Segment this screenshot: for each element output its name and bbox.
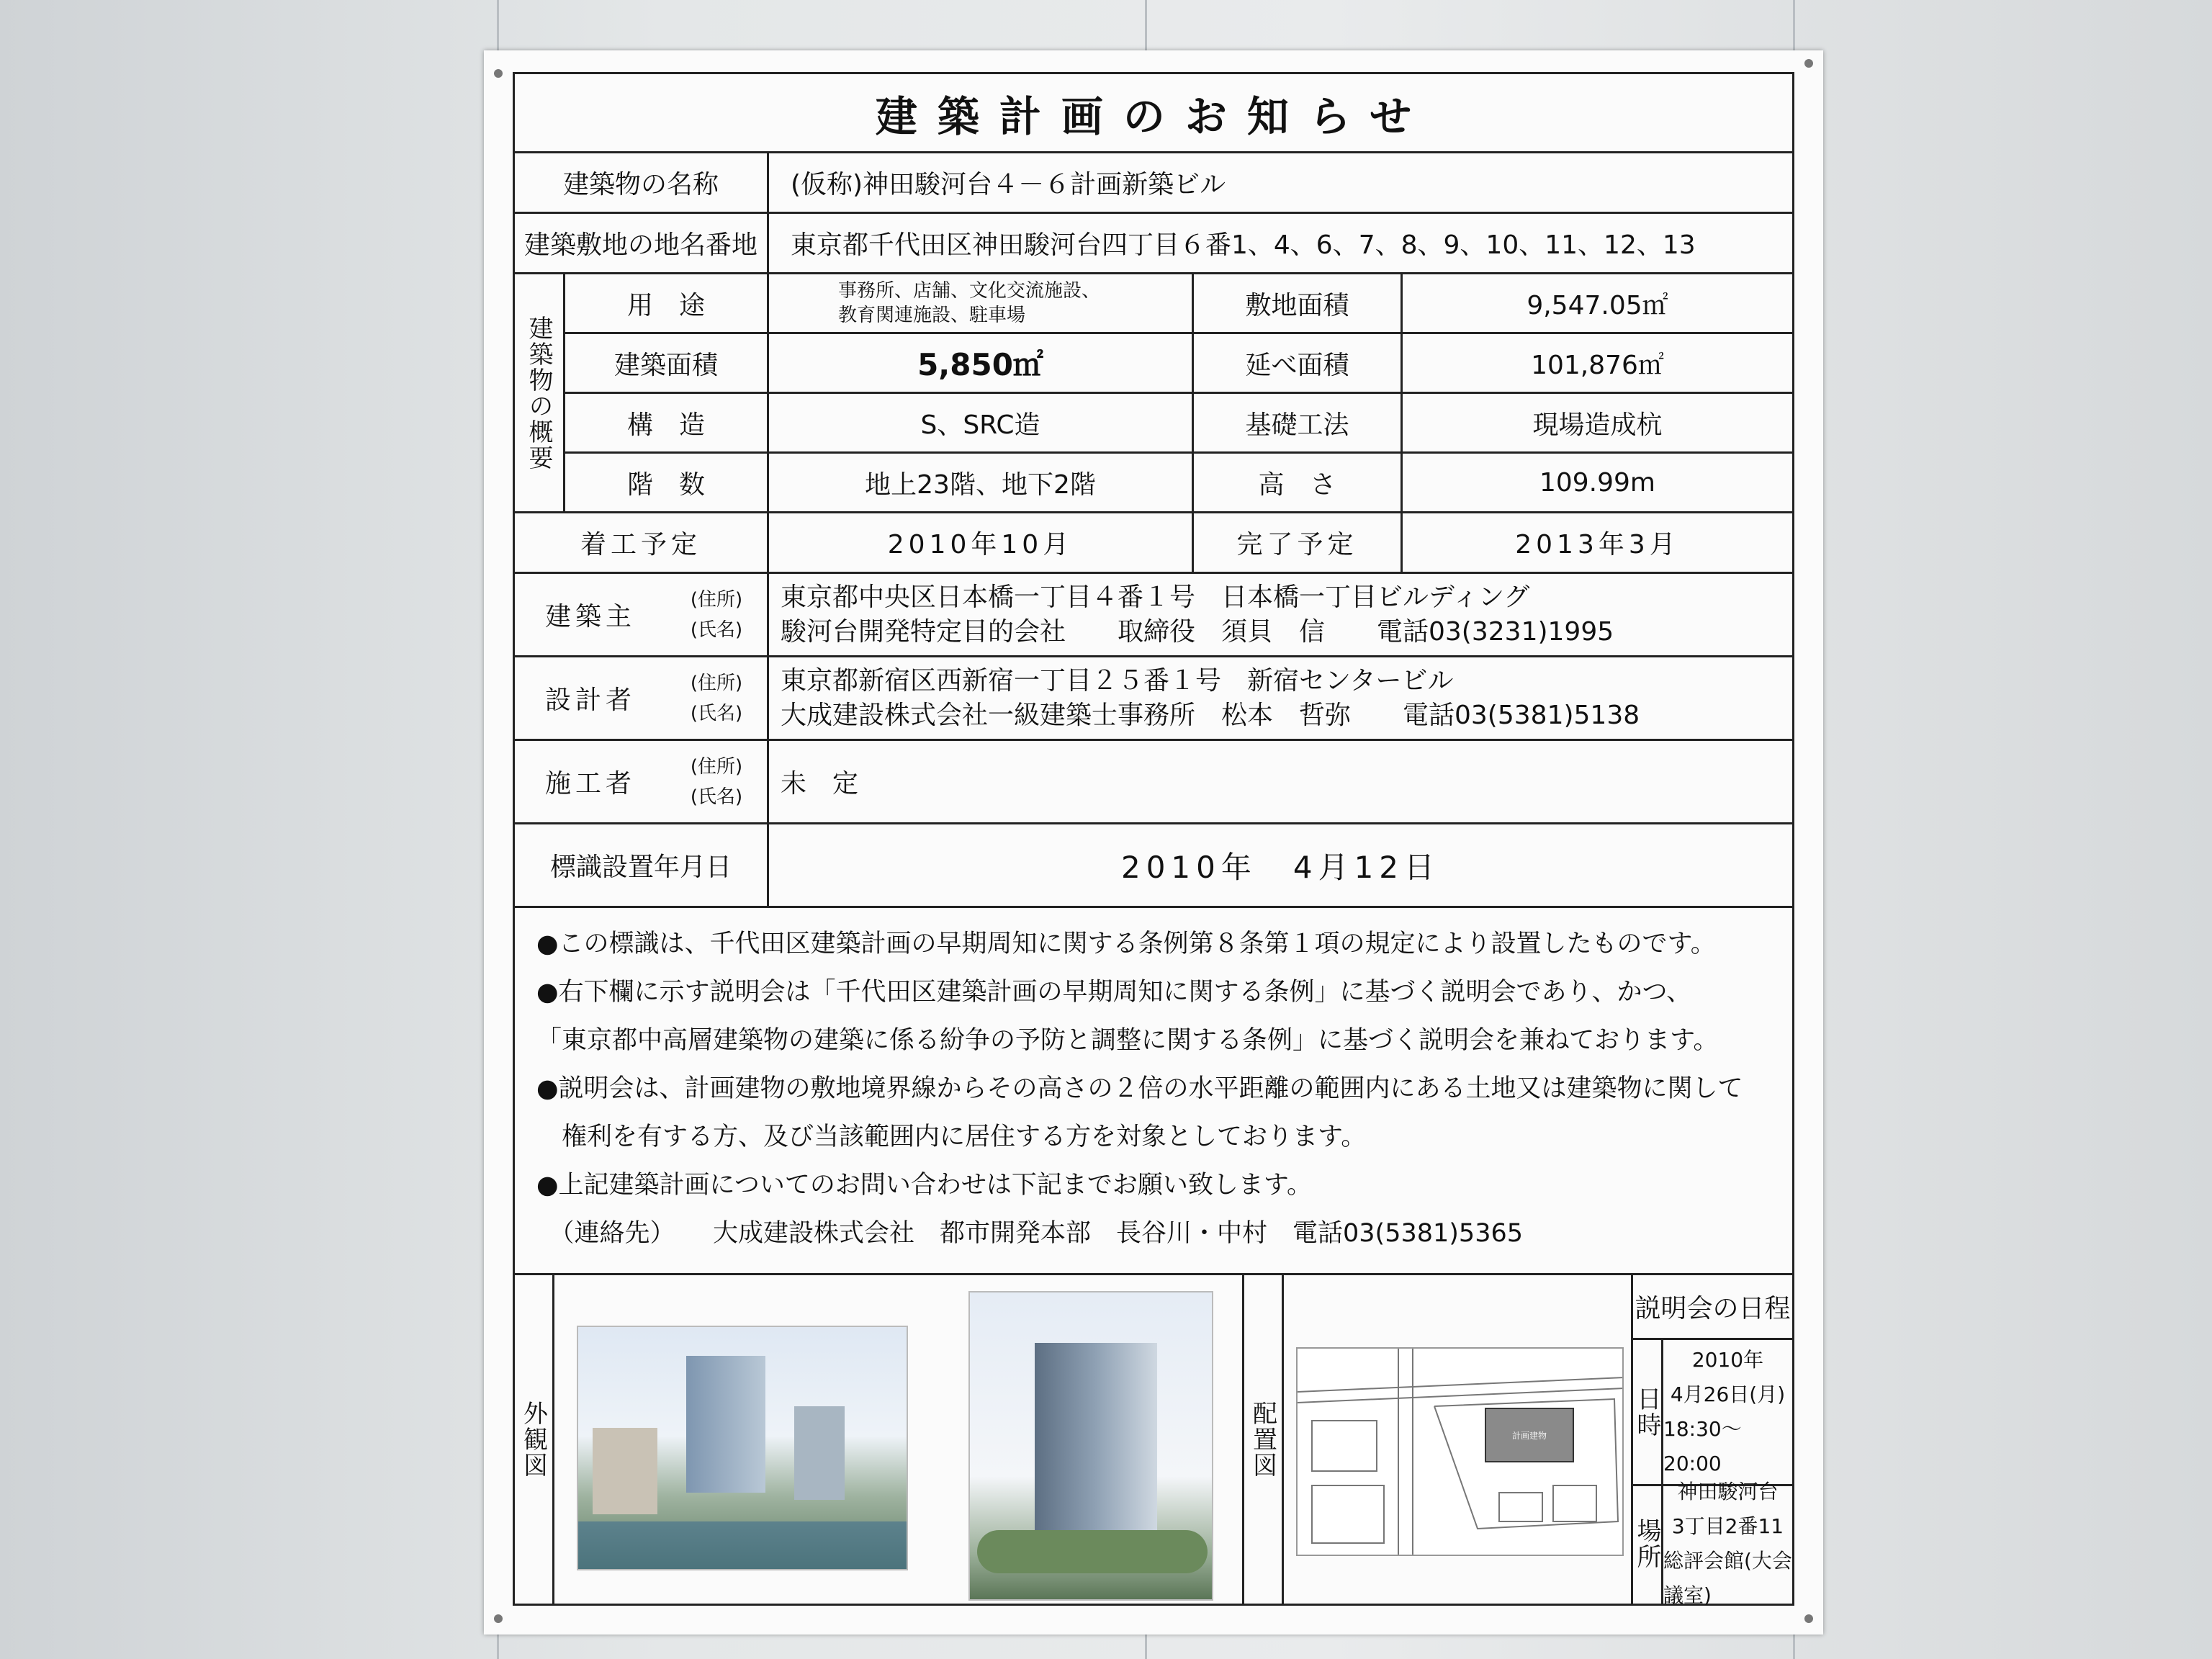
building-area-value: 5,850㎡ xyxy=(767,334,1192,392)
posted-row xyxy=(515,824,1792,908)
site-area-value: 9,547.05㎡ xyxy=(1401,274,1792,332)
builder-row xyxy=(515,741,1792,824)
site-value: 東京都千代田区神田駿河台四丁目６番1、4、6、7、8、9、10、11、12、13 xyxy=(767,214,1792,272)
builder-label: 施工者 xyxy=(544,769,636,799)
note-line: ●右下欄に示す説明会は「千代田区建築計画の早期周知に関する条例」に基づく説明会であり、かつ、 xyxy=(536,978,1692,1007)
note-line: 権利を有する方、及び当該範囲内に居住する方を対象としております。 xyxy=(536,1123,1367,1151)
height-value: 109.99m xyxy=(1401,454,1792,511)
builder-address-tag: (住所) xyxy=(690,755,743,778)
designer-address-tag: (住所) xyxy=(690,672,743,694)
note-line: 「東京都中高層建築物の建築に係る紛争の予防と調整に関する条例」に基づく説明会を兼ねております。 xyxy=(536,1026,1719,1055)
layout-label: 配置図 xyxy=(1248,1401,1277,1478)
foundation-label: 基礎工法 xyxy=(1192,394,1401,451)
datetime-time: 18:30～20:00 xyxy=(1663,1417,1742,1475)
structure-label: 構 造 xyxy=(626,410,705,440)
overview-label: 建築物の概要 xyxy=(524,315,553,471)
briefing-schedule xyxy=(1631,1275,1792,1607)
exterior-rendering-street xyxy=(968,1291,1213,1601)
tower-shape xyxy=(1035,1343,1157,1559)
building-shape xyxy=(794,1406,845,1500)
owner-label: 建築主 xyxy=(544,602,636,631)
owner-name: 駿河台開発特定目的会社 取締役 須貝 信 電話03(3231)1995 xyxy=(781,616,1614,647)
datetime-date: 4月26日(月) xyxy=(1670,1382,1786,1406)
owner-name-tag: (氏名) xyxy=(690,619,743,641)
owner-address: 東京都中央区日本橋一丁目４番１号 日本橋一丁目ビルディング xyxy=(781,582,1530,612)
screw xyxy=(1804,1614,1813,1623)
building-name-label: 建築物の名称 xyxy=(562,170,719,199)
owner-address-tag: (住所) xyxy=(690,588,743,611)
site-area-label: 敷地面積 xyxy=(1192,274,1401,332)
start-value: 2010年10月 xyxy=(767,513,1192,572)
foundation-value: 現場造成杭 xyxy=(1401,394,1792,451)
structure-value: S、SRC造 xyxy=(767,394,1192,451)
notice-title: 建築計画のお知らせ xyxy=(875,91,1432,141)
floors-value: 地上23階、地下2階 xyxy=(767,454,1192,511)
site-row xyxy=(515,214,1792,274)
builder-name-tag: (氏名) xyxy=(690,786,743,808)
use-value-2: 教育関連施設、駐車場 xyxy=(838,305,1026,326)
notice-sheet xyxy=(513,72,1794,1606)
designer-address: 東京都新宿区西新宿一丁目２５番１号 新宿センタービル xyxy=(781,665,1454,696)
posted-value: 2010年 4月12日 xyxy=(767,824,1792,906)
posted-label: 標識設置年月日 xyxy=(549,853,732,882)
datetime-year: 2010年 xyxy=(1691,1348,1764,1372)
notice-board xyxy=(484,50,1823,1635)
exterior-label: 外観図 xyxy=(518,1401,548,1478)
use-value-1: 事務所、店舗、文化交流施設、 xyxy=(838,280,1101,302)
notes-block xyxy=(536,920,1775,1258)
schedule-row xyxy=(515,513,1792,574)
map-lines xyxy=(1298,1349,1624,1556)
building-shape xyxy=(593,1428,657,1514)
site-layout-map xyxy=(1296,1347,1624,1556)
screw xyxy=(1804,59,1813,68)
building-area-row xyxy=(565,334,1792,394)
use-row xyxy=(565,274,1792,334)
note-line: ●この標識は、千代田区建築計画の早期周知に関する条例第８条第１項の規定により設置したものです。 xyxy=(536,930,1716,958)
floor-area-label: 延べ面積 xyxy=(1192,334,1401,392)
height-label: 高 さ xyxy=(1192,454,1401,511)
screw xyxy=(494,69,503,78)
builder-value: 未 定 xyxy=(767,741,1792,822)
overview-block xyxy=(565,274,1792,513)
river-shape xyxy=(578,1521,908,1570)
place-line-2: 3丁目2番11 xyxy=(1671,1514,1784,1538)
building-name-value: (仮称)神田駿河台４－６計画新築ビル xyxy=(767,153,1792,212)
site-label: 建築敷地の地名番地 xyxy=(523,230,757,260)
designer-name: 大成建設株式会社一級建築士事務所 松本 哲弥 電話03(5381)5138 xyxy=(781,700,1640,730)
floor-area-value: 101,876㎡ xyxy=(1401,334,1792,392)
floors-label: 階 数 xyxy=(626,469,705,500)
note-line: ●上記建築計画についてのお問い合わせは下記までお願い致します。 xyxy=(536,1171,1313,1200)
designer-row xyxy=(515,657,1792,741)
building-name-row xyxy=(515,153,1792,214)
use-label: 用 途 xyxy=(626,290,705,320)
complete-label: 完了予定 xyxy=(1192,513,1401,572)
datetime-label: 日時 xyxy=(1632,1386,1661,1438)
start-label: 着工予定 xyxy=(580,530,701,559)
designer-label: 設計者 xyxy=(544,685,636,715)
planned-building-marker: 計画建物 xyxy=(1485,1408,1574,1462)
place-label: 場所 xyxy=(1632,1518,1661,1570)
exterior-rendering-aerial xyxy=(577,1326,908,1570)
designer-name-tag: (氏名) xyxy=(690,702,743,724)
structure-row xyxy=(565,394,1792,454)
trees-shape xyxy=(977,1530,1208,1573)
note-line: ●説明会は、計画建物の敷地境界線からその高さの２倍の水平距離の範囲内にある土地又は建築物に関して xyxy=(536,1074,1743,1103)
building-area-label: 建築面積 xyxy=(613,350,718,380)
note-line: （連絡先） 大成建設株式会社 都市開発本部 長谷川・中村 電話03(5381)5365 xyxy=(536,1219,1523,1248)
bottom-panel xyxy=(515,1273,1792,1607)
screw xyxy=(494,1614,503,1623)
place-line-3: 総評会館(大会議室) xyxy=(1663,1549,1792,1607)
floors-row xyxy=(565,454,1792,513)
title-row xyxy=(515,74,1792,153)
place-line-1: 神田駿河台 xyxy=(1677,1480,1779,1503)
complete-value: 2013年3月 xyxy=(1401,513,1792,572)
owner-row xyxy=(515,574,1792,657)
schedule-title: 説明会の日程 xyxy=(1633,1275,1792,1340)
overview-label-cell xyxy=(515,274,565,513)
tower-shape xyxy=(686,1356,765,1493)
